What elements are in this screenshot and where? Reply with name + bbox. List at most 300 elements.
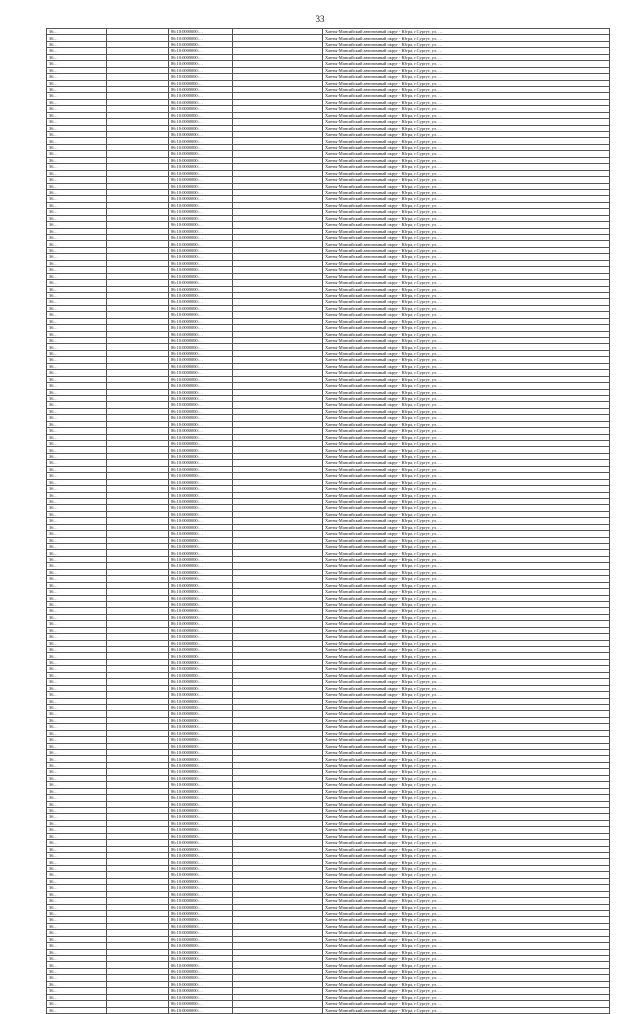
address-cell: Ханты-Мансийский автономный округ - Югра, г.Сургут, ул. … <box>323 408 610 414</box>
row-number-cell: 36… <box>47 125 107 131</box>
cadastral-b-cell: 86:10:0000000:… <box>169 202 233 208</box>
cadastral-b-cell: 86:10:0000000:… <box>169 589 233 595</box>
row-number-cell: 36… <box>47 106 107 112</box>
row-number-cell: 36… <box>47 473 107 479</box>
register-table <box>46 28 610 1014</box>
row-number-cell: 36… <box>47 801 107 807</box>
row-number-cell: 36… <box>47 730 107 736</box>
cadastral-b-cell: 86:10:0000000:… <box>169 872 233 878</box>
row-number-cell: 36… <box>47 595 107 601</box>
cadastral-b-cell: 86:10:0000000:… <box>169 112 233 118</box>
cadastral-b-cell: 86:10:0000000:… <box>169 595 233 601</box>
address-cell: Ханты-Мансийский автономный округ - Югра, г.Сургут, ул. … <box>323 788 610 794</box>
row-number-cell: 36… <box>47 666 107 672</box>
row-number-cell: 36… <box>47 215 107 221</box>
row-number-cell: 36… <box>47 647 107 653</box>
cadastral-b-cell: 86:10:0000000:… <box>169 518 233 524</box>
cadastral-b-cell: 86:10:0000000:… <box>169 41 233 47</box>
address-cell: Ханты-Мансийский автономный округ - Югра, г.Сургут, ул. … <box>323 473 610 479</box>
row-number-cell: 36… <box>47 331 107 337</box>
address-cell: Ханты-Мансийский автономный округ - Югра, г.Сургут, ул. … <box>323 782 610 788</box>
cadastral-b-cell: 86:10:0000000:… <box>169 730 233 736</box>
row-number-cell: 36… <box>47 679 107 685</box>
address-cell: Ханты-Мансийский автономный округ - Югра, г.Сургут, ул. … <box>323 634 610 640</box>
row-number-cell: 36… <box>47 312 107 318</box>
cadastral-b-cell: 86:10:0000000:… <box>169 1007 233 1013</box>
cadastral-b-cell: 86:10:0000000:… <box>169 949 233 955</box>
cadastral-b-cell: 86:10:0000000:… <box>169 119 233 125</box>
cadastral-b-cell: 86:10:0000000:… <box>169 228 233 234</box>
cadastral-b-cell: 86:10:0000000:… <box>169 692 233 698</box>
cadastral-a-cell <box>107 1007 169 1013</box>
address-cell: Ханты-Мансийский автономный округ - Югра, г.Сургут, ул. … <box>323 968 610 974</box>
row-number-cell: 36… <box>47 318 107 324</box>
address-cell: Ханты-Мансийский автономный округ - Югра, г.Сургут, ул. … <box>323 750 610 756</box>
cadastral-b-cell: 86:10:0000000:… <box>169 601 233 607</box>
row-number-cell: 36… <box>47 589 107 595</box>
cadastral-b-cell: 86:10:0000000:… <box>169 498 233 504</box>
cadastral-b-cell: 86:10:0000000:… <box>169 743 233 749</box>
address-cell: Ханты-Мансийский автономный округ - Югра, г.Сургут, ул. … <box>323 434 610 440</box>
row-number-cell: 36… <box>47 466 107 472</box>
cadastral-b-cell: 86:10:0000000:… <box>169 582 233 588</box>
address-cell: Ханты-Мансийский автономный округ - Югра, г.Сургут, ул. … <box>323 183 610 189</box>
cadastral-b-cell: 86:10:0000000:… <box>169 621 233 627</box>
row-number-cell: 36… <box>47 853 107 859</box>
address-cell: Ханты-Мансийский автономный округ - Югра, г.Сургут, ул. … <box>323 119 610 125</box>
cadastral-b-cell: 86:10:0000000:… <box>169 737 233 743</box>
address-cell: Ханты-Мансийский автономный округ - Югра, г.Сургут, ул. … <box>323 222 610 228</box>
row-number-cell: 36… <box>47 222 107 228</box>
address-cell: Ханты-Мансийский автономный округ - Югра, г.Сургут, ул. … <box>323 840 610 846</box>
address-cell: Ханты-Мансийский автономный округ - Югра, г.Сургут, ул. … <box>323 859 610 865</box>
row-number-cell: 36… <box>47 54 107 60</box>
cadastral-b-cell: 86:10:0000000:… <box>169 54 233 60</box>
cadastral-b-cell: 86:10:0000000:… <box>169 827 233 833</box>
row-number-cell: 36… <box>47 601 107 607</box>
address-cell: Ханты-Мансийский автономный округ - Югра, г.Сургут, ул. … <box>323 910 610 916</box>
address-cell: Ханты-Мансийский автономный округ - Югра, г.Сургут, ул. … <box>323 627 610 633</box>
row-number-cell: 36… <box>47 157 107 163</box>
address-cell: Ханты-Мансийский автономный округ - Югра, г.Сургут, ул. … <box>323 608 610 614</box>
cadastral-b-cell: 86:10:0000000:… <box>169 157 233 163</box>
cadastral-b-cell: 86:10:0000000:… <box>169 331 233 337</box>
row-number-cell: 36… <box>47 41 107 47</box>
cadastral-b-cell: 86:10:0000000:… <box>169 453 233 459</box>
row-number-cell: 36… <box>47 518 107 524</box>
address-cell: Ханты-Мансийский автономный округ - Югра, г.Сургут, ул. … <box>323 1007 610 1013</box>
address-cell: Ханты-Мансийский автономный округ - Югра, г.Сургут, ул. … <box>323 962 610 968</box>
cadastral-b-cell: 86:10:0000000:… <box>169 891 233 897</box>
row-number-cell: 36… <box>47 756 107 762</box>
row-number-cell: 36… <box>47 408 107 414</box>
row-number-cell: 36… <box>47 383 107 389</box>
address-cell: Ханты-Мансийский автономный округ - Югра, г.Сургут, ул. … <box>323 853 610 859</box>
cadastral-b-cell: 86:10:0000000:… <box>169 833 233 839</box>
address-cell: Ханты-Мансийский автономный округ - Югра, г.Сургут, ул. … <box>323 807 610 813</box>
row-number-cell: 36… <box>47 119 107 125</box>
address-cell: Ханты-Мансийский автономный округ - Югра, г.Сургут, ул. … <box>323 769 610 775</box>
cadastral-b-cell: 86:10:0000000:… <box>169 260 233 266</box>
address-cell: Ханты-Мансийский автономный округ - Югра, г.Сургут, ул. … <box>323 363 610 369</box>
address-cell: Ханты-Мансийский автономный округ - Югра, г.Сургут, ул. … <box>323 466 610 472</box>
row-number-cell: 36… <box>47 537 107 543</box>
cadastral-b-cell: 86:10:0000000:… <box>169 801 233 807</box>
row-number-cell: 36… <box>47 415 107 421</box>
cadastral-b-cell: 86:10:0000000:… <box>169 775 233 781</box>
address-cell: Ханты-Мансийский автономный округ - Югра, г.Сургут, ул. … <box>323 820 610 826</box>
address-cell: Ханты-Мансийский автономный округ - Югра, г.Сургут, ул. … <box>323 582 610 588</box>
address-cell: Ханты-Мансийский автономный округ - Югра, г.Сургут, ул. … <box>323 93 610 99</box>
row-number-cell: 36… <box>47 865 107 871</box>
address-cell: Ханты-Мансийский автономный округ - Югра, г.Сургут, ул. … <box>323 994 610 1000</box>
row-number-cell: 36… <box>47 833 107 839</box>
cadastral-b-cell: 86:10:0000000:… <box>169 460 233 466</box>
row-number-cell: 36… <box>47 505 107 511</box>
row-number-cell: 36… <box>47 910 107 916</box>
address-cell: Ханты-Мансийский автономный округ - Югра, г.Сургут, ул. … <box>323 61 610 67</box>
address-cell: Ханты-Мансийский автономный округ - Югра, г.Сургут, ул. … <box>323 885 610 891</box>
row-number-cell: 36… <box>47 138 107 144</box>
cadastral-b-cell: 86:10:0000000:… <box>169 943 233 949</box>
row-number-cell: 36… <box>47 460 107 466</box>
address-cell: Ханты-Мансийский автономный округ - Югра, г.Сургут, ул. … <box>323 54 610 60</box>
cadastral-b-cell: 86:10:0000000:… <box>169 338 233 344</box>
row-number-cell: 36… <box>47 943 107 949</box>
row-number-cell: 36… <box>47 788 107 794</box>
cadastral-b-cell: 86:10:0000000:… <box>169 492 233 498</box>
row-number-cell: 36… <box>47 724 107 730</box>
row-number-cell: 36… <box>47 531 107 537</box>
address-cell: Ханты-Мансийский автономный округ - Югра, г.Сургут, ул. … <box>323 672 610 678</box>
row-number-cell: 36… <box>47 653 107 659</box>
address-cell: Ханты-Мансийский автономный округ - Югра, г.Сургут, ул. … <box>323 325 610 331</box>
address-cell: Ханты-Мансийский автономный округ - Югра, г.Сургут, ул. … <box>323 344 610 350</box>
cadastral-b-cell: 86:10:0000000:… <box>169 910 233 916</box>
address-cell: Ханты-Мансийский автономный округ - Югра, г.Сургут, ул. … <box>323 704 610 710</box>
cadastral-b-cell: 86:10:0000000:… <box>169 325 233 331</box>
cadastral-b-cell: 86:10:0000000:… <box>169 756 233 762</box>
cadastral-b-cell: 86:10:0000000:… <box>169 685 233 691</box>
cadastral-b-cell: 86:10:0000000:… <box>169 93 233 99</box>
row-number-cell: 36… <box>47 949 107 955</box>
row-number-cell: 36… <box>47 486 107 492</box>
address-cell: Ханты-Мансийский автономный округ - Югра, г.Сургут, ул. … <box>323 177 610 183</box>
row-number-cell: 36… <box>47 305 107 311</box>
cadastral-b-cell: 86:10:0000000:… <box>169 273 233 279</box>
row-number-cell: 36… <box>47 672 107 678</box>
address-cell: Ханты-Мансийский автономный округ - Югра, г.Сургут, ул. … <box>323 891 610 897</box>
cadastral-b-cell: 86:10:0000000:… <box>169 788 233 794</box>
row-number-cell: 36… <box>47 556 107 562</box>
row-number-cell: 36… <box>47 904 107 910</box>
address-cell: Ханты-Мансийский автономный округ - Югра, г.Сургут, ул. … <box>323 350 610 356</box>
address-cell: Ханты-Мансийский автономный округ - Югра, г.Сургут, ул. … <box>323 312 610 318</box>
cadastral-b-cell: 86:10:0000000:… <box>169 511 233 517</box>
cadastral-b-cell: 86:10:0000000:… <box>169 878 233 884</box>
cadastral-b-cell: 86:10:0000000:… <box>169 235 233 241</box>
row-number-cell: 36… <box>47 228 107 234</box>
cadastral-b-cell: 86:10:0000000:… <box>169 795 233 801</box>
address-cell: Ханты-Мансийский автономный округ - Югра, г.Сургут, ул. … <box>323 74 610 80</box>
cadastral-b-cell: 86:10:0000000:… <box>169 608 233 614</box>
row-number-cell: 36… <box>47 99 107 105</box>
cadastral-b-cell: 86:10:0000000:… <box>169 86 233 92</box>
cadastral-b-cell: 86:10:0000000:… <box>169 254 233 260</box>
cadastral-b-cell: 86:10:0000000:… <box>169 885 233 891</box>
cadastral-b-cell: 86:10:0000000:… <box>169 550 233 556</box>
address-cell: Ханты-Мансийский автономный округ - Югра, г.Сургут, ул. … <box>323 614 610 620</box>
cadastral-b-cell: 86:10:0000000:… <box>169 859 233 865</box>
address-cell: Ханты-Мансийский автономный округ - Югра, г.Сургут, ул. … <box>323 904 610 910</box>
row-number-cell: 36… <box>47 988 107 994</box>
row-number-cell: 36… <box>47 576 107 582</box>
row-number-cell: 36… <box>47 370 107 376</box>
cadastral-b-cell: 86:10:0000000:… <box>169 904 233 910</box>
row-number-cell: 36… <box>47 814 107 820</box>
cadastral-b-cell: 86:10:0000000:… <box>169 930 233 936</box>
address-cell: Ханты-Мансийский автономный округ - Югра, г.Сургут, ул. … <box>323 357 610 363</box>
row-number-cell: 36… <box>47 325 107 331</box>
address-cell: Ханты-Мансийский автономный округ - Югра, г.Сургут, ул. … <box>323 273 610 279</box>
address-cell: Ханты-Мансийский автономный округ - Югра, г.Сургут, ул. … <box>323 202 610 208</box>
row-number-cell: 36… <box>47 86 107 92</box>
address-cell: Ханты-Мансийский автономный округ - Югра, г.Сургут, ул. … <box>323 531 610 537</box>
row-number-cell: 36… <box>47 923 107 929</box>
cadastral-b-cell: 86:10:0000000:… <box>169 724 233 730</box>
cadastral-b-cell: 86:10:0000000:… <box>169 305 233 311</box>
address-cell: Ханты-Мансийский автономный округ - Югра, г.Сургут, ул. … <box>323 775 610 781</box>
address-cell: Ханты-Мансийский автономный округ - Югра, г.Сургут, ул. … <box>323 518 610 524</box>
row-number-cell: 36… <box>47 550 107 556</box>
cadastral-b-cell: 86:10:0000000:… <box>169 370 233 376</box>
address-cell: Ханты-Мансийский автономный округ - Югра, г.Сургут, ул. … <box>323 80 610 86</box>
address-cell: Ханты-Мансийский автономный округ - Югра, г.Сургут, ул. … <box>323 524 610 530</box>
address-cell: Ханты-Мансийский автономный округ - Югра, г.Сургут, ул. … <box>323 99 610 105</box>
cadastral-b-cell: 86:10:0000000:… <box>169 376 233 382</box>
address-cell: Ханты-Мансийский автономный округ - Югра, г.Сургут, ул. … <box>323 666 610 672</box>
address-cell: Ханты-Мансийский автономный округ - Югра, г.Сургут, ул. … <box>323 833 610 839</box>
address-cell: Ханты-Мансийский автономный округ - Югра, г.Сургут, ул. … <box>323 692 610 698</box>
address-cell: Ханты-Мансийский автономный округ - Югра, г.Сургут, ул. … <box>323 479 610 485</box>
row-number-cell: 36… <box>47 260 107 266</box>
address-cell: Ханты-Мансийский автономный округ - Югра, г.Сургут, ул. … <box>323 48 610 54</box>
row-number-cell: 36… <box>47 292 107 298</box>
address-cell: Ханты-Мансийский автономный округ - Югра, г.Сургут, ул. … <box>323 601 610 607</box>
address-cell: Ханты-Мансийский автономный округ - Югра, г.Сургут, ул. … <box>323 86 610 92</box>
address-cell: Ханты-Мансийский автономный округ - Югра, г.Сургут, ул. … <box>323 743 610 749</box>
row-number-cell: 36… <box>47 492 107 498</box>
address-cell: Ханты-Мансийский автономный округ - Югра, г.Сургут, ул. … <box>323 318 610 324</box>
row-number-cell: 36… <box>47 962 107 968</box>
row-number-cell: 36… <box>47 827 107 833</box>
cadastral-b-cell: 86:10:0000000:… <box>169 363 233 369</box>
cadastral-b-cell: 86:10:0000000:… <box>169 48 233 54</box>
row-number-cell: 36… <box>47 453 107 459</box>
row-number-cell: 36… <box>47 820 107 826</box>
address-cell: Ханты-Мансийский автономный округ - Югра, г.Сургут, ул. … <box>323 956 610 962</box>
row-number-cell: 36… <box>47 267 107 273</box>
row-number-cell: 36… <box>47 447 107 453</box>
cadastral-b-cell: 86:10:0000000:… <box>169 769 233 775</box>
address-cell: Ханты-Мансийский автономный округ - Югра, г.Сургут, ул. … <box>323 164 610 170</box>
cadastral-b-cell: 86:10:0000000:… <box>169 666 233 672</box>
address-cell: Ханты-Мансийский автономный округ - Югра, г.Сургут, ул. … <box>323 498 610 504</box>
address-cell: Ханты-Мансийский автономный округ - Югра, г.Сургут, ул. … <box>323 550 610 556</box>
cadastral-b-cell: 86:10:0000000:… <box>169 505 233 511</box>
row-number-cell: 36… <box>47 74 107 80</box>
address-cell: Ханты-Мансийский автономный округ - Югра, г.Сургут, ул. … <box>323 544 610 550</box>
cadastral-b-cell: 86:10:0000000:… <box>169 434 233 440</box>
row-number-cell: 36… <box>47 357 107 363</box>
row-number-cell: 36… <box>47 350 107 356</box>
cadastral-b-cell: 86:10:0000000:… <box>169 814 233 820</box>
row-number-cell: 36… <box>47 1007 107 1013</box>
cadastral-b-cell: 86:10:0000000:… <box>169 144 233 150</box>
cadastral-b-cell: 86:10:0000000:… <box>169 762 233 768</box>
address-cell: Ханты-Мансийский автономный округ - Югра, г.Сургут, ул. … <box>323 228 610 234</box>
cadastral-b-cell: 86:10:0000000:… <box>169 840 233 846</box>
cadastral-b-cell: 86:10:0000000:… <box>169 99 233 105</box>
cadastral-b-cell: 86:10:0000000:… <box>169 222 233 228</box>
row-number-cell: 36… <box>47 235 107 241</box>
spacer-cell <box>233 1007 323 1013</box>
row-number-cell: 36… <box>47 61 107 67</box>
address-cell: Ханты-Мансийский автономный округ - Югра, г.Сургут, ул. … <box>323 640 610 646</box>
cadastral-b-cell: 86:10:0000000:… <box>169 853 233 859</box>
row-number-cell: 36… <box>47 981 107 987</box>
row-number-cell: 36… <box>47 164 107 170</box>
cadastral-b-cell: 86:10:0000000:… <box>169 383 233 389</box>
address-cell: Ханты-Мансийский автономный округ - Югра, г.Сургут, ул. … <box>323 724 610 730</box>
cadastral-b-cell: 86:10:0000000:… <box>169 627 233 633</box>
cadastral-b-cell: 86:10:0000000:… <box>169 29 233 35</box>
row-number-cell: 36… <box>47 177 107 183</box>
cadastral-b-cell: 86:10:0000000:… <box>169 653 233 659</box>
address-cell: Ханты-Мансийский автономный округ - Югра, г.Сургут, ул. … <box>323 428 610 434</box>
row-number-cell: 36… <box>47 563 107 569</box>
cadastral-b-cell: 86:10:0000000:… <box>169 299 233 305</box>
cadastral-b-cell: 86:10:0000000:… <box>169 170 233 176</box>
address-cell: Ханты-Мансийский автономный округ - Югра, г.Сургут, ул. … <box>323 157 610 163</box>
row-number-cell: 36… <box>47 376 107 382</box>
cadastral-b-cell: 86:10:0000000:… <box>169 563 233 569</box>
cadastral-b-cell: 86:10:0000000:… <box>169 679 233 685</box>
cadastral-b-cell: 86:10:0000000:… <box>169 209 233 215</box>
address-cell: Ханты-Мансийский автономный округ - Югра, г.Сургут, ул. … <box>323 441 610 447</box>
address-cell: Ханты-Мансийский автономный округ - Югра, г.Сургут, ул. … <box>323 376 610 382</box>
address-cell: Ханты-Мансийский автономный округ - Югра, г.Сургут, ул. … <box>323 209 610 215</box>
row-number-cell: 36… <box>47 273 107 279</box>
row-number-cell: 36… <box>47 202 107 208</box>
row-number-cell: 36… <box>47 395 107 401</box>
address-cell: Ханты-Мансийский автономный округ - Югра, г.Сургут, ул. … <box>323 196 610 202</box>
row-number-cell: 36… <box>47 968 107 974</box>
cadastral-b-cell: 86:10:0000000:… <box>169 280 233 286</box>
row-number-cell: 36… <box>47 402 107 408</box>
row-number-cell: 36… <box>47 1001 107 1007</box>
cadastral-b-cell: 86:10:0000000:… <box>169 672 233 678</box>
address-cell: Ханты-Мансийский автономный округ - Югра, г.Сургут, ул. … <box>323 975 610 981</box>
row-number-cell: 36… <box>47 782 107 788</box>
address-cell: Ханты-Мансийский автономный округ - Югра, г.Сургут, ул. … <box>323 801 610 807</box>
address-cell: Ханты-Мансийский автономный округ - Югра, г.Сургут, ул. … <box>323 389 610 395</box>
address-cell: Ханты-Мансийский автономный округ - Югра, г.Сургут, ул. … <box>323 846 610 852</box>
address-cell: Ханты-Мансийский автономный округ - Югра, г.Сургут, ул. … <box>323 898 610 904</box>
address-cell: Ханты-Мансийский автономный округ - Югра, г.Сургут, ул. … <box>323 421 610 427</box>
address-cell: Ханты-Мансийский автономный округ - Югра, г.Сургут, ул. … <box>323 679 610 685</box>
cadastral-b-cell: 86:10:0000000:… <box>169 183 233 189</box>
row-number-cell: 36… <box>47 762 107 768</box>
cadastral-b-cell: 86:10:0000000:… <box>169 247 233 253</box>
address-cell: Ханты-Мансийский автономный округ - Югра, г.Сургут, ул. … <box>323 647 610 653</box>
cadastral-b-cell: 86:10:0000000:… <box>169 962 233 968</box>
address-cell: Ханты-Мансийский автономный округ - Югра, г.Сургут, ул. … <box>323 717 610 723</box>
row-number-cell: 36… <box>47 846 107 852</box>
address-cell: Ханты-Мансийский автономный округ - Югра, г.Сургут, ул. … <box>323 872 610 878</box>
row-number-cell: 36… <box>47 640 107 646</box>
row-number-cell: 36… <box>47 608 107 614</box>
row-number-cell: 36… <box>47 286 107 292</box>
cadastral-b-cell: 86:10:0000000:… <box>169 286 233 292</box>
address-cell: Ханты-Мансийский автономный округ - Югра, г.Сургут, ул. … <box>323 29 610 35</box>
address-cell: Ханты-Мансийский автономный округ - Югра, г.Сургут, ул. … <box>323 460 610 466</box>
row-number-cell: 36… <box>47 67 107 73</box>
cadastral-b-cell: 86:10:0000000:… <box>169 389 233 395</box>
address-cell: Ханты-Мансийский автономный округ - Югра, г.Сургут, ул. … <box>323 505 610 511</box>
address-cell: Ханты-Мансийский автономный округ - Югра, г.Сургут, ул. … <box>323 917 610 923</box>
address-cell: Ханты-Мансийский автономный округ - Югра, г.Сургут, ул. … <box>323 814 610 820</box>
row-number-cell: 36… <box>47 582 107 588</box>
cadastral-b-cell: 86:10:0000000:… <box>169 524 233 530</box>
cadastral-b-cell: 86:10:0000000:… <box>169 151 233 157</box>
address-cell: Ханты-Мансийский автономный округ - Югра, г.Сургут, ул. … <box>323 988 610 994</box>
address-cell: Ханты-Мансийский автономный округ - Югра, г.Сургут, ул. … <box>323 383 610 389</box>
row-number-cell: 36… <box>47 80 107 86</box>
row-number-cell: 36… <box>47 737 107 743</box>
row-number-cell: 36… <box>47 112 107 118</box>
cadastral-b-cell: 86:10:0000000:… <box>169 132 233 138</box>
address-cell: Ханты-Мансийский автономный округ - Югра, г.Сургут, ул. … <box>323 402 610 408</box>
address-cell: Ханты-Мансийский автономный округ - Югра, г.Сургут, ул. … <box>323 936 610 942</box>
row-number-cell: 36… <box>47 247 107 253</box>
row-number-cell: 36… <box>47 621 107 627</box>
row-number-cell: 36… <box>47 898 107 904</box>
cadastral-b-cell: 86:10:0000000:… <box>169 647 233 653</box>
address-cell: Ханты-Мансийский автономный округ - Югра, г.Сургут, ул. … <box>323 827 610 833</box>
cadastral-b-cell: 86:10:0000000:… <box>169 968 233 974</box>
row-number-cell: 36… <box>47 692 107 698</box>
cadastral-b-cell: 86:10:0000000:… <box>169 994 233 1000</box>
row-number-cell: 36… <box>47 711 107 717</box>
row-number-cell: 36… <box>47 717 107 723</box>
row-number-cell: 36… <box>47 840 107 846</box>
cadastral-b-cell: 86:10:0000000:… <box>169 936 233 942</box>
row-number-cell: 36… <box>47 280 107 286</box>
address-cell: Ханты-Мансийский автономный округ - Югра, г.Сургут, ул. … <box>323 292 610 298</box>
cadastral-b-cell: 86:10:0000000:… <box>169 711 233 717</box>
cadastral-b-cell: 86:10:0000000:… <box>169 698 233 704</box>
cadastral-b-cell: 86:10:0000000:… <box>169 807 233 813</box>
row-number-cell: 36… <box>47 170 107 176</box>
address-cell: Ханты-Мансийский автономный округ - Югра, г.Сургут, ул. … <box>323 280 610 286</box>
row-number-cell: 36… <box>47 807 107 813</box>
row-number-cell: 36… <box>47 544 107 550</box>
row-number-cell: 36… <box>47 956 107 962</box>
row-number-cell: 36… <box>47 48 107 54</box>
address-cell: Ханты-Мансийский автономный округ - Югра, г.Сургут, ул. … <box>323 453 610 459</box>
cadastral-b-cell: 86:10:0000000:… <box>169 531 233 537</box>
